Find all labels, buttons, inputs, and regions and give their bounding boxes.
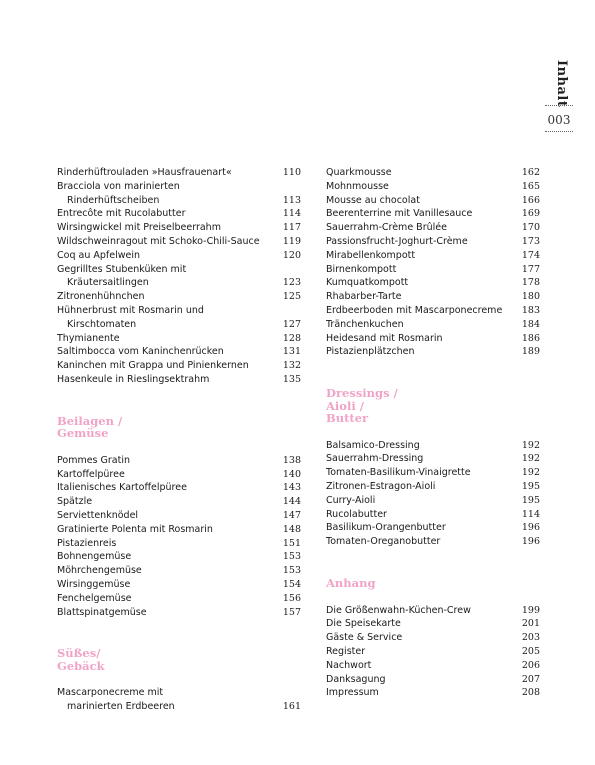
toc-entry-page: 173 xyxy=(521,235,540,247)
toc-entry-page: 184 xyxy=(521,318,540,330)
toc-entry-title: Sauerrahm-Dressing xyxy=(326,453,424,465)
toc-entry-title: Quarkmousse xyxy=(326,167,392,178)
toc-entry-page: 151 xyxy=(282,537,301,549)
toc-list-dressings xyxy=(326,439,540,549)
toc-entry-title: Gratinierte Polenta mit Rosmarin xyxy=(57,523,213,535)
section-title-beilagen: Beilagen / Gemüse xyxy=(57,413,123,441)
toc-entry xyxy=(326,166,540,180)
toc-entry-title: Coq au Apfelwein xyxy=(57,249,140,261)
toc-entry-title: Mousse au chocolat xyxy=(326,194,420,206)
toc-entry-title: Nachwort xyxy=(326,659,372,671)
toc-entry xyxy=(57,194,301,208)
toc-entry xyxy=(326,332,540,346)
toc-entry-page: 148 xyxy=(282,523,301,535)
toc-list-desserts xyxy=(326,166,540,359)
toc-entry xyxy=(57,537,301,551)
toc-entry-title: Hühnerbrust mit Rosmarin und xyxy=(57,304,204,316)
toc-entry-page: 189 xyxy=(521,346,540,358)
toc-entry xyxy=(326,673,540,687)
toc-list-main xyxy=(57,166,301,387)
toc-entry-page: 143 xyxy=(282,482,301,494)
toc-entry-title: Rhabarber-Tarte xyxy=(326,291,402,303)
toc-entry-page: 201 xyxy=(521,618,540,630)
toc-entry xyxy=(326,276,540,290)
toc-entry-page: 205 xyxy=(521,645,540,657)
toc-entry xyxy=(57,700,301,714)
section-title-suesses: Süßes/ Gebäck xyxy=(57,646,105,673)
toc-entry xyxy=(326,480,540,494)
toc-entry-page: 135 xyxy=(282,373,301,385)
toc-entry-page: 147 xyxy=(282,509,301,521)
toc-entry-page: 153 xyxy=(282,551,301,563)
toc-entry-title: marinierten Erdbeeren xyxy=(67,701,175,713)
toc-entry-page: 180 xyxy=(521,291,540,303)
toc-entry-title: Möhrchengemüse xyxy=(57,565,142,577)
toc-entry-title: Kumquatkompott xyxy=(326,277,409,289)
toc-entry xyxy=(326,508,540,522)
toc-entry xyxy=(326,249,540,263)
toc-entry-title: Thymianente xyxy=(57,332,120,344)
toc-entry-page: 192 xyxy=(521,453,540,465)
toc-list-anhang xyxy=(326,604,540,701)
toc-entry-page: 166 xyxy=(521,194,540,206)
toc-entry xyxy=(57,592,301,606)
toc-entry-title: Gäste & Service xyxy=(326,632,403,644)
toc-column-right xyxy=(326,166,540,700)
toc-entry xyxy=(326,521,540,535)
toc-entry-title: Hasenkeule in Rieslingsektrahm xyxy=(57,373,210,385)
toc-entry xyxy=(57,481,301,495)
toc-entry xyxy=(57,332,301,346)
toc-entry xyxy=(326,194,540,208)
toc-entry-title: Rinderhüftscheiben xyxy=(67,194,160,206)
toc-entry-title: Entrecôte mit Rucolabutter xyxy=(57,208,186,220)
toc-entry-title: Kräutersaitlingen xyxy=(67,277,149,289)
toc-entry-page: 183 xyxy=(521,304,540,316)
toc-entry xyxy=(57,180,301,194)
toc-entry-page: 177 xyxy=(521,263,540,275)
toc-entry-title: Balsamico-Dressing xyxy=(326,439,420,451)
toc-entry xyxy=(57,276,301,290)
toc-entry-title: Pistazienreis xyxy=(57,537,117,549)
toc-entry-page: 199 xyxy=(521,604,540,616)
toc-entry-title: Register xyxy=(326,645,366,657)
toc-entry-title: Curry-Aioli xyxy=(326,494,376,506)
toc-entry-title: Die Speisekarte xyxy=(326,618,401,630)
toc-entry xyxy=(57,454,301,468)
toc-entry-title: Kartoffelpüree xyxy=(57,468,125,480)
toc-entry-title: Mascarponecreme mit xyxy=(57,687,164,699)
toc-entry-page: 203 xyxy=(521,632,540,644)
toc-entry xyxy=(57,373,301,387)
toc-entry xyxy=(326,318,540,332)
toc-entry-title: Rucolabutter xyxy=(326,508,387,520)
toc-entry-title: Kaninchen mit Grappa und Pinienkernen xyxy=(57,360,249,372)
toc-entry xyxy=(326,659,540,673)
toc-entry-page: 178 xyxy=(521,277,540,289)
toc-entry xyxy=(57,495,301,509)
toc-list-beilagen xyxy=(57,454,301,620)
toc-entry xyxy=(57,249,301,263)
toc-entry-title: Bohnengemüse xyxy=(57,551,132,563)
toc-entry-title: Wirsinggemüse xyxy=(57,578,131,590)
toc-entry xyxy=(57,166,301,180)
toc-entry-title: Tränchenkuchen xyxy=(326,318,404,330)
toc-entry-title: Mirabellenkompott xyxy=(326,249,416,261)
toc-entry xyxy=(57,686,301,700)
toc-entry-title: Zitronen-Estragon-Aioli xyxy=(326,481,436,493)
toc-entry-page: 153 xyxy=(282,565,301,577)
toc-entry xyxy=(326,686,540,700)
toc-entry xyxy=(57,359,301,373)
toc-entry-page: 196 xyxy=(521,522,540,534)
toc-entry xyxy=(326,645,540,659)
toc-entry xyxy=(57,207,301,221)
toc-entry xyxy=(326,604,540,618)
toc-entry-title: Rinderhüftrouladen »Hausfrauenart« xyxy=(57,167,232,178)
toc-entry-title: Tomaten-Basilikum-Vinaigrette xyxy=(326,467,471,479)
toc-entry xyxy=(326,466,540,480)
toc-entry-title: Die Größenwahn-Küchen-Crew xyxy=(326,604,471,616)
toc-entry xyxy=(57,290,301,304)
toc-entry-page: 114 xyxy=(521,508,540,520)
toc-entry-page: 131 xyxy=(282,346,301,358)
toc-entry xyxy=(326,535,540,549)
toc-entry-title: Kirschtomaten xyxy=(67,318,137,330)
toc-entry xyxy=(326,345,540,359)
toc-entry-title: Zitronenhühnchen xyxy=(57,291,145,303)
toc-entry-page: 117 xyxy=(282,222,301,234)
toc-entry-title: Passionsfrucht-Joghurt-Crème xyxy=(326,235,468,247)
section-label: Inhalt xyxy=(554,60,569,108)
toc-entry-page: 138 xyxy=(282,454,301,466)
toc-entry-page: 120 xyxy=(282,249,301,261)
toc-entry-page: 161 xyxy=(282,701,301,713)
toc-entry-title: Blattspinatgemüse xyxy=(57,606,147,618)
toc-entry-title: Spätzle xyxy=(57,496,93,508)
toc-entry-page: 174 xyxy=(521,249,540,261)
toc-entry xyxy=(57,345,301,359)
toc-entry xyxy=(326,617,540,631)
toc-list-suesses xyxy=(57,686,301,714)
toc-entry xyxy=(57,564,301,578)
toc-entry-page: 186 xyxy=(521,332,540,344)
toc-entry xyxy=(326,290,540,304)
toc-entry-title: Sauerrahm-Crème Brûlée xyxy=(326,222,447,234)
toc-entry xyxy=(326,221,540,235)
toc-entry xyxy=(326,631,540,645)
toc-entry-title: Impressum xyxy=(326,687,379,699)
page-number: 003 xyxy=(547,113,571,127)
toc-entry-title: Serviettenknödel xyxy=(57,509,139,521)
toc-entry xyxy=(57,304,301,318)
toc-entry-page: 156 xyxy=(282,592,301,604)
toc-entry-page: 165 xyxy=(521,180,540,192)
toc-entry-page: 192 xyxy=(521,439,540,451)
toc-entry-title: Pistazienplätzchen xyxy=(326,346,415,358)
toc-entry-title: Italienisches Kartoffelpüree xyxy=(57,482,187,494)
toc-entry-title: Fenchelgemüse xyxy=(57,592,132,604)
toc-entry-page: 140 xyxy=(282,468,301,480)
toc-entry-page: 169 xyxy=(521,208,540,220)
toc-entry-page: 125 xyxy=(282,291,301,303)
toc-entry xyxy=(57,468,301,482)
toc-entry-page: 113 xyxy=(282,194,301,206)
toc-entry xyxy=(326,180,540,194)
toc-entry-title: Heidesand mit Rosmarin xyxy=(326,332,443,344)
dotted-divider-bottom xyxy=(545,131,573,132)
toc-entry-page: 128 xyxy=(282,332,301,344)
toc-entry-page: 144 xyxy=(282,496,301,508)
toc-entry-page: 162 xyxy=(521,167,540,178)
toc-entry xyxy=(326,452,540,466)
toc-entry-page: 127 xyxy=(282,318,301,330)
toc-entry-page: 170 xyxy=(521,222,540,234)
toc-entry-title: Saltimbocca vom Kaninchenrücken xyxy=(57,346,224,358)
toc-entry xyxy=(57,263,301,277)
toc-entry-title: Wirsingwickel mit Preiselbeerrahm xyxy=(57,222,221,234)
toc-entry xyxy=(326,207,540,221)
toc-entry-title: Erdbeerboden mit Mascarponecreme xyxy=(326,304,503,316)
toc-entry-page: 195 xyxy=(521,494,540,506)
toc-entry-page: 195 xyxy=(521,481,540,493)
toc-entry-page: 208 xyxy=(521,687,540,699)
toc-entry-page: 123 xyxy=(282,277,301,289)
toc-entry xyxy=(57,318,301,332)
toc-entry-title: Gegrilltes Stubenküken mit xyxy=(57,263,187,275)
toc-entry-title: Wildschweinragout mit Schoko-Chili-Sauce xyxy=(57,235,260,247)
toc-entry xyxy=(57,235,301,249)
toc-entry-title: Danksagung xyxy=(326,673,386,685)
toc-entry xyxy=(57,523,301,537)
toc-entry xyxy=(57,606,301,620)
toc-entry-page: 154 xyxy=(282,578,301,590)
toc-entry-page: 157 xyxy=(282,606,301,618)
toc-entry xyxy=(57,509,301,523)
toc-entry-page: 119 xyxy=(282,235,301,247)
toc-entry xyxy=(326,304,540,318)
toc-entry-title: Tomaten-Oreganobutter xyxy=(326,536,441,548)
toc-entry-page: 110 xyxy=(282,167,301,178)
toc-entry xyxy=(57,578,301,592)
toc-entry-page: 132 xyxy=(282,360,301,372)
toc-entry xyxy=(57,221,301,235)
toc-entry xyxy=(326,439,540,453)
toc-entry xyxy=(326,494,540,508)
toc-entry-page: 192 xyxy=(521,467,540,479)
toc-entry-page: 207 xyxy=(521,673,540,685)
toc-entry-title: Bracciola von marinierten xyxy=(57,180,180,192)
toc-entry xyxy=(326,263,540,277)
section-title-anhang: Anhang xyxy=(326,576,376,591)
section-title-dressings: Dressings / Aioli / Butter xyxy=(326,386,398,426)
dotted-divider-top xyxy=(545,105,573,106)
toc-entry-title: Mohnmousse xyxy=(326,180,389,192)
toc-column-left xyxy=(57,166,301,714)
toc-entry xyxy=(57,550,301,564)
toc-entry-page: 206 xyxy=(521,659,540,671)
toc-entry xyxy=(326,235,540,249)
toc-entry-title: Beerenterrine mit Vanillesauce xyxy=(326,208,473,220)
toc-entry-page: 114 xyxy=(282,208,301,220)
toc-entry-title: Birnenkompott xyxy=(326,263,397,275)
toc-entry-page: 196 xyxy=(521,536,540,548)
toc-entry-title: Pommes Gratin xyxy=(57,454,130,466)
toc-entry-title: Basilikum-Orangenbutter xyxy=(326,522,446,534)
